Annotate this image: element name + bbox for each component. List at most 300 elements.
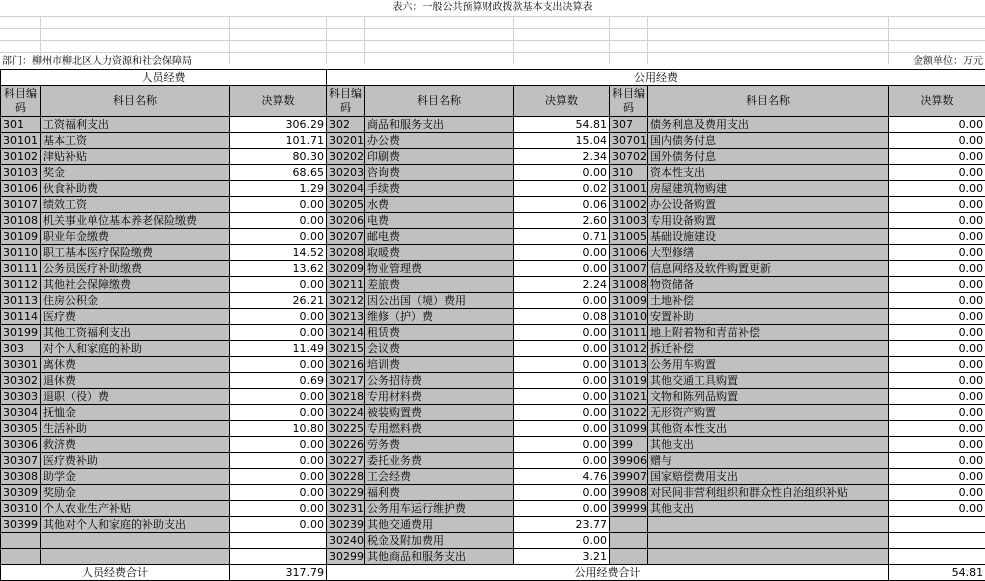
code-cell[interactable]: 30228 [327, 469, 365, 485]
code-cell[interactable]: 31010 [610, 309, 648, 325]
amount-cell[interactable]: 0.00 [889, 197, 985, 213]
name-cell[interactable]: 助学金 [41, 469, 230, 485]
code-cell[interactable]: 30214 [327, 325, 365, 341]
code-cell[interactable]: 30301 [1, 357, 41, 373]
amount-cell[interactable]: 80.30 [230, 149, 327, 165]
header-code[interactable]: 科目编码 [610, 86, 648, 117]
name-cell[interactable]: 国家赔偿费用支出 [648, 469, 889, 485]
code-cell[interactable]: 31022 [610, 405, 648, 421]
amount-cell[interactable]: 13.62 [230, 261, 327, 277]
amount-cell[interactable]: 0.00 [514, 373, 610, 389]
amount-cell[interactable] [230, 533, 327, 549]
name-cell[interactable]: 其他交通工具购置 [648, 373, 889, 389]
name-cell[interactable]: 其他资本性支出 [648, 421, 889, 437]
table-row [1, 277, 985, 293]
code-cell[interactable]: 30231 [327, 501, 365, 517]
name-cell[interactable]: 公务招待费 [365, 373, 514, 389]
name-cell[interactable]: 绩效工资 [41, 197, 230, 213]
name-cell[interactable]: 专用设备购置 [648, 213, 889, 229]
amount-cell[interactable] [889, 517, 985, 533]
name-cell[interactable]: 会议费 [365, 341, 514, 357]
table-row [1, 213, 985, 229]
amount-cell[interactable]: 0.00 [889, 133, 985, 149]
amount-cell[interactable]: 0.00 [889, 261, 985, 277]
expenditure-table [0, 69, 985, 581]
code-cell[interactable]: 30213 [327, 309, 365, 325]
name-cell[interactable]: 委托业务费 [365, 453, 514, 469]
section-personnel[interactable]: 人员经费 [1, 70, 327, 86]
code-cell[interactable]: 302 [327, 117, 365, 133]
name-cell[interactable]: 信息网络及软件购置更新 [648, 261, 889, 277]
code-cell[interactable]: 30310 [1, 501, 41, 517]
header-name[interactable]: 科目名称 [365, 86, 514, 117]
code-cell[interactable]: 30225 [327, 421, 365, 437]
name-cell[interactable]: 退职（役）费 [41, 389, 230, 405]
amount-cell[interactable]: 0.00 [889, 117, 985, 133]
personnel-total-value[interactable]: 317.79 [230, 565, 327, 581]
code-cell[interactable]: 31001 [610, 181, 648, 197]
amount-cell[interactable]: 2.34 [514, 149, 610, 165]
amount-cell[interactable]: 0.00 [514, 341, 610, 357]
name-cell[interactable]: 文物和陈列品购置 [648, 389, 889, 405]
name-cell[interactable]: 咨询费 [365, 165, 514, 181]
unit-label: 金额单位：万元 [913, 56, 983, 67]
name-cell[interactable]: 基础设施建设 [648, 229, 889, 245]
name-cell[interactable]: 电费 [365, 213, 514, 229]
name-cell[interactable]: 公务员医疗补助缴费 [41, 261, 230, 277]
code-cell[interactable] [610, 549, 648, 565]
code-cell[interactable]: 30207 [327, 229, 365, 245]
code-cell[interactable]: 30299 [327, 549, 365, 565]
header-amount[interactable]: 决算数 [230, 86, 327, 117]
amount-cell[interactable]: 0.71 [514, 229, 610, 245]
amount-cell[interactable]: 0.00 [230, 213, 327, 229]
name-cell[interactable]: 工会经费 [365, 469, 514, 485]
amount-cell[interactable]: 0.00 [514, 389, 610, 405]
code-cell[interactable]: 31013 [610, 357, 648, 373]
name-cell[interactable]: 职工基本医疗保险缴费 [41, 245, 230, 261]
code-cell[interactable]: 30701 [610, 133, 648, 149]
name-cell[interactable] [648, 517, 889, 533]
table-row [1, 421, 985, 437]
code-cell[interactable]: 30307 [1, 453, 41, 469]
name-cell[interactable]: 印刷费 [365, 149, 514, 165]
name-cell[interactable]: 医疗费补助 [41, 453, 230, 469]
amount-cell[interactable]: 68.65 [230, 165, 327, 181]
amount-cell[interactable]: 0.00 [230, 405, 327, 421]
code-cell[interactable]: 30208 [327, 245, 365, 261]
sheet-gridline [647, 16, 648, 64]
code-cell[interactable]: 39999 [610, 501, 648, 517]
name-cell[interactable]: 房屋建筑物购建 [648, 181, 889, 197]
name-cell[interactable]: 国外债务付息 [648, 149, 889, 165]
code-cell[interactable]: 30216 [327, 357, 365, 373]
code-cell[interactable]: 30108 [1, 213, 41, 229]
name-cell[interactable]: 无形资产购置 [648, 405, 889, 421]
name-cell[interactable]: 拆迁补偿 [648, 341, 889, 357]
amount-cell[interactable]: 0.00 [889, 469, 985, 485]
name-cell[interactable]: 救济费 [41, 437, 230, 453]
amount-cell[interactable]: 0.00 [889, 245, 985, 261]
amount-cell[interactable]: 0.08 [514, 309, 610, 325]
header-code[interactable]: 科目编码 [327, 86, 365, 117]
table-row [1, 245, 985, 261]
code-cell[interactable]: 30111 [1, 261, 41, 277]
amount-cell[interactable]: 0.00 [889, 149, 985, 165]
amount-cell[interactable]: 23.77 [514, 517, 610, 533]
code-cell[interactable] [610, 533, 648, 549]
code-cell[interactable]: 31021 [610, 389, 648, 405]
name-cell[interactable]: 职业年金缴费 [41, 229, 230, 245]
amount-cell[interactable]: 0.00 [514, 421, 610, 437]
code-cell[interactable] [1, 533, 41, 549]
code-cell[interactable]: 30399 [1, 517, 41, 533]
amount-cell[interactable]: 0.00 [230, 325, 327, 341]
amount-cell[interactable]: 0.00 [230, 229, 327, 245]
name-cell[interactable]: 对民间非营利组织和群众性自治组织补贴 [648, 485, 889, 501]
amount-cell[interactable]: 0.00 [514, 261, 610, 277]
amount-cell[interactable]: 11.49 [230, 341, 327, 357]
code-cell[interactable] [610, 517, 648, 533]
name-cell[interactable]: 其他工资福利支出 [41, 325, 230, 341]
name-cell[interactable]: 手续费 [365, 181, 514, 197]
table-row [1, 133, 985, 149]
sheet-gridline [364, 16, 365, 64]
amount-cell[interactable]: 0.00 [514, 453, 610, 469]
sheet-gridline [229, 16, 230, 64]
amount-cell[interactable]: 1.29 [230, 181, 327, 197]
sheet-gridline [0, 28, 985, 29]
name-cell[interactable]: 福利费 [365, 485, 514, 501]
amount-cell[interactable]: 0.00 [514, 437, 610, 453]
code-cell[interactable]: 30204 [327, 181, 365, 197]
name-cell[interactable]: 其他支出 [648, 501, 889, 517]
code-cell[interactable]: 310 [610, 165, 648, 181]
amount-cell[interactable]: 4.76 [514, 469, 610, 485]
table-row [1, 117, 985, 133]
name-cell[interactable]: 公务用车运行维护费 [365, 501, 514, 517]
code-cell[interactable]: 303 [1, 341, 41, 357]
amount-cell[interactable]: 0.00 [889, 437, 985, 453]
code-cell[interactable]: 30227 [327, 453, 365, 469]
name-cell[interactable]: 土地补偿 [648, 293, 889, 309]
name-cell[interactable]: 其他商品和服务支出 [365, 549, 514, 565]
name-cell[interactable]: 其他对个人和家庭的补助支出 [41, 517, 230, 533]
name-cell[interactable]: 退休费 [41, 373, 230, 389]
amount-cell[interactable]: 101.71 [230, 133, 327, 149]
name-cell[interactable] [648, 549, 889, 565]
amount-cell[interactable]: 0.06 [514, 197, 610, 213]
name-cell[interactable]: 租赁费 [365, 325, 514, 341]
table-row [1, 341, 985, 357]
name-cell[interactable]: 培训费 [365, 357, 514, 373]
amount-cell[interactable]: 0.00 [889, 501, 985, 517]
name-cell[interactable]: 医疗费 [41, 309, 230, 325]
code-cell[interactable]: 30201 [327, 133, 365, 149]
amount-cell[interactable]: 0.69 [230, 373, 327, 389]
code-cell[interactable]: 30212 [327, 293, 365, 309]
amount-cell[interactable]: 15.04 [514, 133, 610, 149]
amount-cell[interactable]: 0.00 [230, 389, 327, 405]
code-cell[interactable]: 30114 [1, 309, 41, 325]
name-cell[interactable]: 基本工资 [41, 133, 230, 149]
name-cell[interactable]: 赠与 [648, 453, 889, 469]
sheet-gridline [0, 52, 985, 53]
name-cell[interactable]: 伙食补助费 [41, 181, 230, 197]
amount-cell[interactable]: 2.24 [514, 277, 610, 293]
personnel-total-label[interactable]: 人员经费合计 [1, 565, 230, 581]
name-cell[interactable]: 生活补助 [41, 421, 230, 437]
name-cell[interactable]: 物业管理费 [365, 261, 514, 277]
amount-cell[interactable]: 0.00 [514, 165, 610, 181]
code-cell[interactable]: 30305 [1, 421, 41, 437]
section-public[interactable]: 公用经费 [327, 70, 985, 86]
amount-cell[interactable]: 0.00 [889, 357, 985, 373]
table-row [1, 517, 985, 533]
amount-cell[interactable]: 0.00 [514, 325, 610, 341]
code-cell[interactable]: 307 [610, 117, 648, 133]
name-cell[interactable]: 专用燃料费 [365, 421, 514, 437]
code-cell[interactable]: 301 [1, 117, 41, 133]
amount-cell[interactable]: 0.00 [889, 165, 985, 181]
name-cell[interactable]: 其他支出 [648, 437, 889, 453]
table-row [1, 149, 985, 165]
table-row [1, 197, 985, 213]
amount-cell[interactable]: 0.00 [230, 453, 327, 469]
public-total-label[interactable]: 公用经费合计 [327, 565, 889, 581]
code-cell[interactable]: 31009 [610, 293, 648, 309]
amount-cell[interactable]: 0.00 [514, 245, 610, 261]
name-cell[interactable]: 税金及附加费用 [365, 533, 514, 549]
header-code[interactable]: 科目编码 [1, 86, 41, 117]
code-cell[interactable]: 31012 [610, 341, 648, 357]
name-cell[interactable]: 大型修缮 [648, 245, 889, 261]
amount-cell[interactable]: 0.00 [889, 325, 985, 341]
amount-cell[interactable]: 0.00 [889, 229, 985, 245]
sheet-gridline [326, 16, 327, 64]
code-cell[interactable]: 30102 [1, 149, 41, 165]
code-cell[interactable]: 30217 [327, 373, 365, 389]
header-name[interactable]: 科目名称 [41, 86, 230, 117]
code-cell[interactable]: 39907 [610, 469, 648, 485]
amount-cell[interactable]: 0.00 [230, 485, 327, 501]
name-cell[interactable]: 个人农业生产补贴 [41, 501, 230, 517]
name-cell[interactable]: 资本性支出 [648, 165, 889, 181]
code-cell[interactable]: 30202 [327, 149, 365, 165]
code-cell[interactable]: 31006 [610, 245, 648, 261]
code-cell[interactable]: 31005 [610, 229, 648, 245]
code-cell[interactable]: 30203 [327, 165, 365, 181]
amount-cell[interactable]: 0.00 [889, 181, 985, 197]
code-cell[interactable]: 30702 [610, 149, 648, 165]
code-cell[interactable]: 30304 [1, 405, 41, 421]
amount-cell[interactable]: 0.00 [889, 213, 985, 229]
table-row [1, 469, 985, 485]
code-cell[interactable]: 30240 [327, 533, 365, 549]
name-cell[interactable]: 物资储备 [648, 277, 889, 293]
code-cell[interactable]: 30107 [1, 197, 41, 213]
amount-cell[interactable]: 0.00 [889, 405, 985, 421]
name-cell[interactable]: 维修（护）费 [365, 309, 514, 325]
amount-cell[interactable]: 0.00 [889, 341, 985, 357]
name-cell[interactable]: 离休费 [41, 357, 230, 373]
table-row [1, 261, 985, 277]
code-cell[interactable] [1, 549, 41, 565]
name-cell[interactable]: 津贴补贴 [41, 149, 230, 165]
table-row [1, 325, 985, 341]
table-row [1, 293, 985, 309]
amount-cell[interactable]: 0.00 [889, 485, 985, 501]
code-cell[interactable]: 30205 [327, 197, 365, 213]
amount-cell[interactable]: 0.00 [514, 357, 610, 373]
code-cell[interactable]: 30112 [1, 277, 41, 293]
table-row [1, 501, 985, 517]
code-cell[interactable]: 30211 [327, 277, 365, 293]
table-row [1, 181, 985, 197]
code-cell[interactable]: 30101 [1, 133, 41, 149]
code-cell[interactable]: 31099 [610, 421, 648, 437]
code-cell[interactable]: 30206 [327, 213, 365, 229]
code-cell[interactable]: 30239 [327, 517, 365, 533]
code-cell[interactable]: 30226 [327, 437, 365, 453]
sheet-gridline [888, 16, 889, 64]
amount-cell[interactable]: 0.00 [889, 293, 985, 309]
name-cell[interactable]: 国内债务付息 [648, 133, 889, 149]
code-cell[interactable]: 31008 [610, 277, 648, 293]
name-cell[interactable]: 其他社会保障缴费 [41, 277, 230, 293]
code-cell[interactable]: 30199 [1, 325, 41, 341]
name-cell[interactable]: 专用材料费 [365, 389, 514, 405]
amount-cell[interactable]: 0.00 [230, 277, 327, 293]
amount-cell[interactable]: 0.00 [230, 501, 327, 517]
amount-cell[interactable]: 306.29 [230, 117, 327, 133]
department-label: 部门：柳州市柳北区人力资源和社会保障局 [2, 56, 192, 67]
code-cell[interactable]: 31007 [610, 261, 648, 277]
amount-cell[interactable]: 10.80 [230, 421, 327, 437]
code-cell[interactable]: 30218 [327, 389, 365, 405]
name-cell[interactable]: 办公设备购置 [648, 197, 889, 213]
code-cell[interactable]: 30109 [1, 229, 41, 245]
table-row [1, 485, 985, 501]
code-cell[interactable]: 30106 [1, 181, 41, 197]
name-cell[interactable]: 水费 [365, 197, 514, 213]
sheet-gridline [513, 16, 514, 64]
name-cell[interactable]: 办公费 [365, 133, 514, 149]
name-cell[interactable]: 地上附着物和青苗补偿 [648, 325, 889, 341]
amount-cell[interactable]: 0.00 [514, 293, 610, 309]
code-cell[interactable]: 31019 [610, 373, 648, 389]
amount-cell[interactable]: 0.00 [230, 309, 327, 325]
amount-cell[interactable]: 0.00 [889, 373, 985, 389]
name-cell[interactable]: 奖励金 [41, 485, 230, 501]
amount-cell[interactable]: 26.21 [230, 293, 327, 309]
amount-cell[interactable]: 54.81 [514, 117, 610, 133]
code-cell[interactable]: 30110 [1, 245, 41, 261]
code-cell[interactable]: 31002 [610, 197, 648, 213]
name-cell[interactable]: 其他交通费用 [365, 517, 514, 533]
code-cell[interactable]: 31003 [610, 213, 648, 229]
table-row [1, 373, 985, 389]
amount-cell[interactable]: 0.00 [230, 469, 327, 485]
amount-cell[interactable]: 14.52 [230, 245, 327, 261]
name-cell[interactable]: 商品和服务支出 [365, 117, 514, 133]
header-amount[interactable]: 决算数 [514, 86, 610, 117]
name-cell[interactable]: 劳务费 [365, 437, 514, 453]
name-cell[interactable]: 对个人和家庭的补助 [41, 341, 230, 357]
name-cell[interactable]: 奖金 [41, 165, 230, 181]
name-cell[interactable]: 公务用车购置 [648, 357, 889, 373]
table-row [1, 453, 985, 469]
code-cell[interactable]: 39906 [610, 453, 648, 469]
amount-cell[interactable]: 0.00 [230, 357, 327, 373]
code-cell[interactable]: 30303 [1, 389, 41, 405]
report-title: 表六：一般公共预算财政拨款基本支出决算表 [392, 2, 593, 13]
amount-cell[interactable]: 3.21 [514, 549, 610, 565]
code-cell[interactable]: 30209 [327, 261, 365, 277]
amount-cell[interactable] [230, 549, 327, 565]
code-cell[interactable]: 30309 [1, 485, 41, 501]
amount-cell[interactable]: 0.00 [514, 485, 610, 501]
code-cell[interactable]: 399 [610, 437, 648, 453]
amount-cell[interactable]: 0.00 [230, 517, 327, 533]
name-cell[interactable]: 抚恤金 [41, 405, 230, 421]
amount-cell[interactable]: 0.00 [514, 501, 610, 517]
name-cell[interactable]: 住房公积金 [41, 293, 230, 309]
name-cell[interactable]: 差旅费 [365, 277, 514, 293]
header-name[interactable]: 科目名称 [648, 86, 889, 117]
code-cell[interactable]: 30229 [327, 485, 365, 501]
name-cell[interactable]: 安置补助 [648, 309, 889, 325]
code-cell[interactable]: 39908 [610, 485, 648, 501]
amount-cell[interactable]: 0.00 [230, 437, 327, 453]
table-row [1, 165, 985, 181]
amount-cell[interactable] [889, 533, 985, 549]
amount-cell[interactable]: 2.60 [514, 213, 610, 229]
amount-cell[interactable]: 0.00 [889, 453, 985, 469]
name-cell[interactable]: 取暖费 [365, 245, 514, 261]
amount-cell[interactable]: 0.00 [514, 405, 610, 421]
code-cell[interactable]: 30306 [1, 437, 41, 453]
code-cell[interactable]: 30113 [1, 293, 41, 309]
name-cell[interactable] [41, 549, 230, 565]
public-total-value[interactable]: 54.81 [889, 565, 985, 581]
code-cell[interactable]: 30215 [327, 341, 365, 357]
amount-cell[interactable]: 0.00 [889, 421, 985, 437]
amount-cell[interactable]: 0.02 [514, 181, 610, 197]
name-cell[interactable] [41, 533, 230, 549]
name-cell[interactable]: 因公出国（境）费用 [365, 293, 514, 309]
name-cell[interactable]: 邮电费 [365, 229, 514, 245]
amount-cell[interactable]: 0.00 [230, 197, 327, 213]
name-cell[interactable]: 债务利息及费用支出 [648, 117, 889, 133]
code-cell[interactable]: 30103 [1, 165, 41, 181]
amount-cell[interactable]: 0.00 [889, 309, 985, 325]
amount-cell[interactable] [889, 549, 985, 565]
amount-cell[interactable]: 0.00 [889, 277, 985, 293]
totals-row [1, 565, 985, 581]
code-cell[interactable]: 30224 [327, 405, 365, 421]
code-cell[interactable]: 31011 [610, 325, 648, 341]
name-cell[interactable]: 工资福利支出 [41, 117, 230, 133]
amount-cell[interactable]: 0.00 [514, 533, 610, 549]
code-cell[interactable]: 30308 [1, 469, 41, 485]
name-cell[interactable]: 机关事业单位基本养老保险缴费 [41, 213, 230, 229]
amount-cell[interactable]: 0.00 [889, 389, 985, 405]
name-cell[interactable]: 被装购置费 [365, 405, 514, 421]
header-amount[interactable]: 决算数 [889, 86, 985, 117]
code-cell[interactable]: 30302 [1, 373, 41, 389]
name-cell[interactable] [648, 533, 889, 549]
